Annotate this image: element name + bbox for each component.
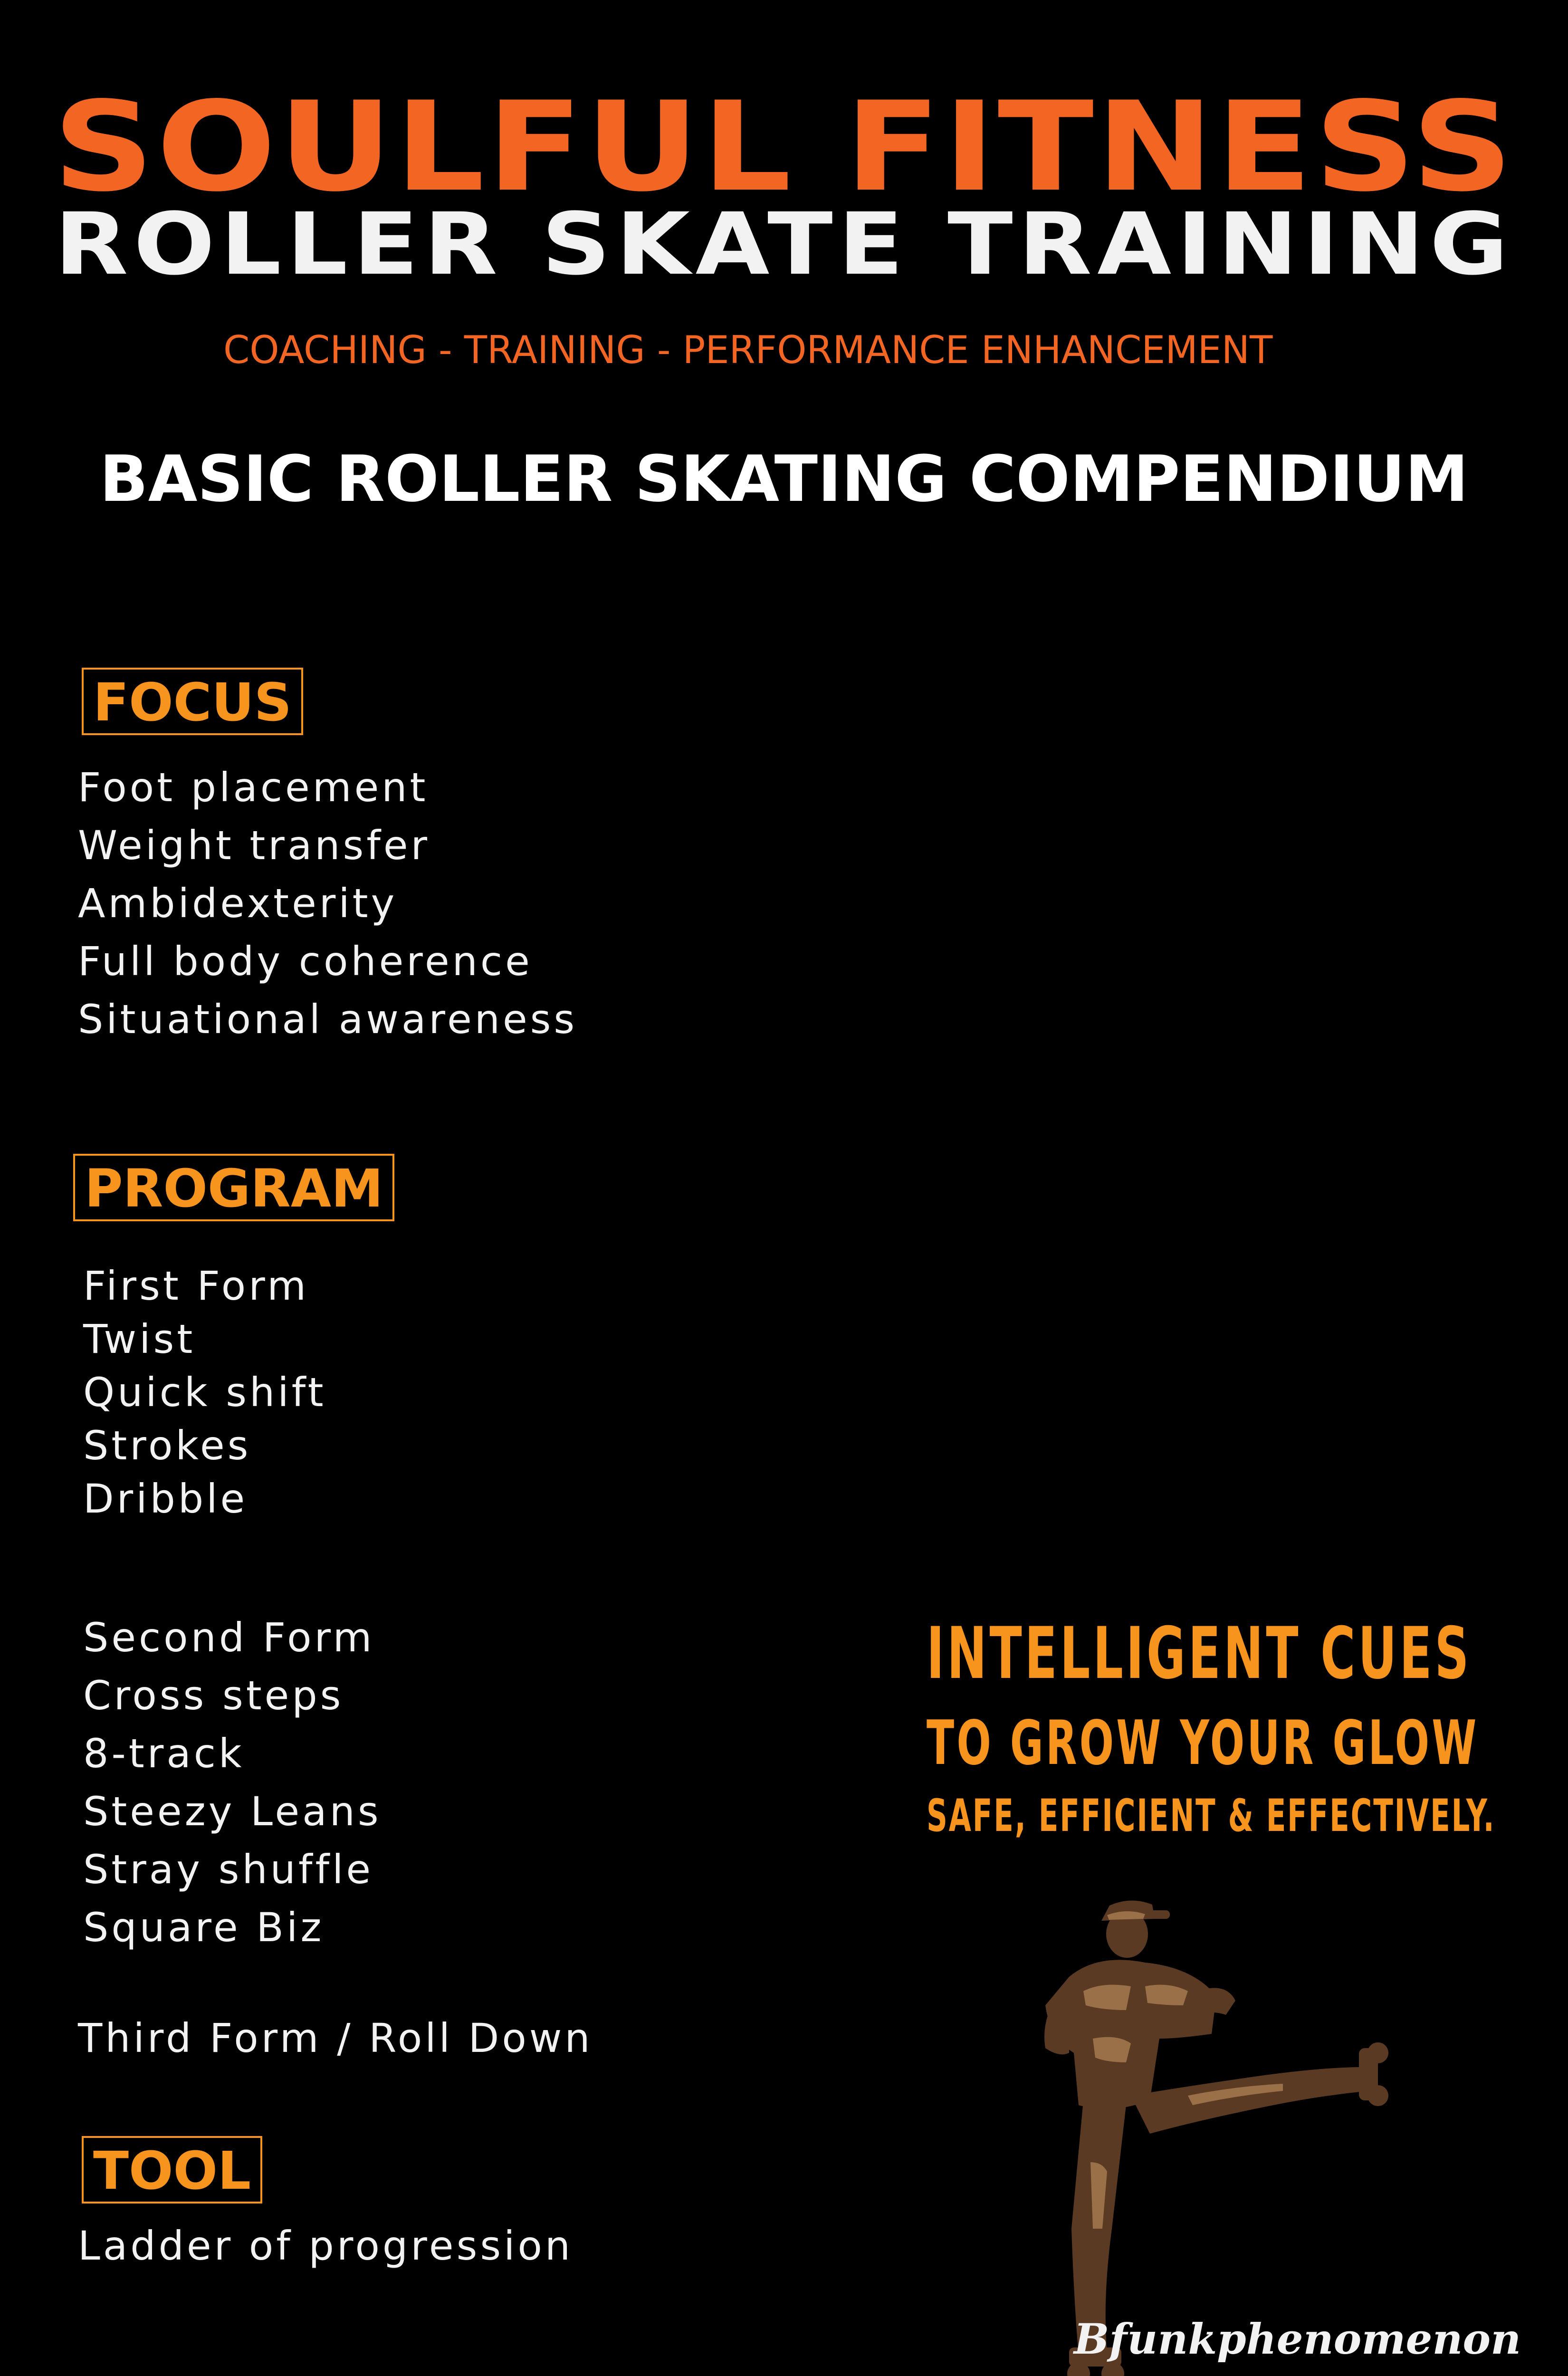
tool-list <box>78 2217 573 2275</box>
program-item: Strokes <box>83 1422 251 1469</box>
cue-line-2: TO GROW YOUR GLOW <box>927 1708 1479 1779</box>
second-form-list <box>83 1609 382 1956</box>
program-item: Stray shuffle <box>83 1846 374 1893</box>
program-item: Square Biz <box>83 1904 325 1951</box>
tool-item: Ladder of progression <box>78 2223 574 2269</box>
focus-item: Situational awareness <box>78 996 578 1043</box>
program-item: 8-track <box>83 1730 245 1777</box>
program-item: Twist <box>83 1316 196 1362</box>
focus-item: Weight transfer <box>78 822 430 869</box>
program-item: Cross steps <box>83 1672 344 1719</box>
program-item: Dribble <box>83 1475 248 1522</box>
second-form-heading: Second Form <box>83 1614 375 1661</box>
skater-body <box>1044 1900 1388 2376</box>
first-form-heading: First Form <box>83 1263 309 1309</box>
cue-line-1: INTELLIGENT CUES <box>927 1612 1472 1695</box>
focus-list <box>78 758 577 1048</box>
program-item: Steezy Leans <box>83 1788 382 1835</box>
tool-label: TOOL <box>82 2136 262 2204</box>
brand-title-2: ROLLER SKATE TRAINING <box>54 195 1514 294</box>
cue-line-3: SAFE, EFFICIENT & EFFECTIVELY. <box>927 1790 1496 1842</box>
focus-item: Foot placement <box>78 764 429 811</box>
focus-item: Ambidexterity <box>78 880 398 927</box>
signature: Bfunkphenomenon <box>1074 2314 1521 2364</box>
brand-title-1: SOULFUL FITNESS <box>53 76 1515 219</box>
focus-item: Full body coherence <box>78 938 533 985</box>
third-form-heading: Third Form / Roll Down <box>78 2015 593 2061</box>
compendium-title: BASIC ROLLER SKATING COMPENDIUM <box>99 442 1469 516</box>
program-item: Quick shift <box>83 1369 326 1416</box>
tagline: COACHING - TRAINING - PERFORMANCE ENHANCEMENT <box>223 328 1273 372</box>
skater-illustration <box>988 1896 1406 2376</box>
program-label: PROGRAM <box>73 1154 394 1221</box>
first-form-list <box>83 1259 326 1525</box>
focus-label: FOCUS <box>82 668 303 735</box>
